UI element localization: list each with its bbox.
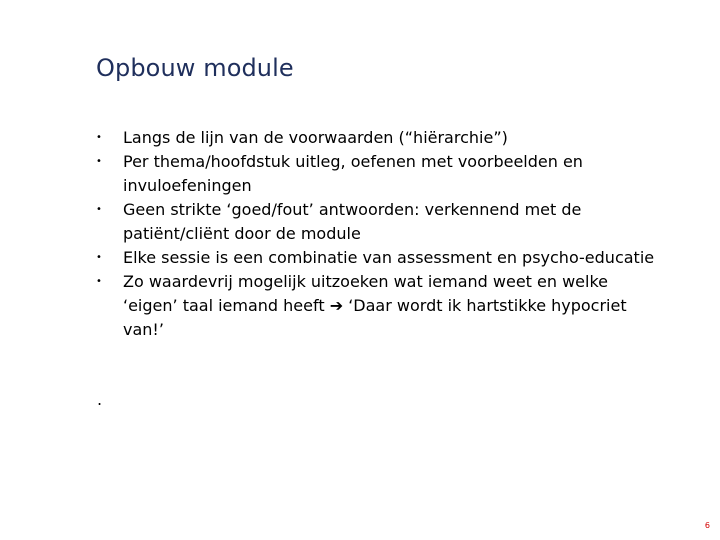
bullet-marker: • [96,276,102,287]
stray-mark: . [97,390,103,409]
page-number: 6 [704,521,710,530]
bullet-marker: • [96,252,102,263]
bullet-item [96,150,656,198]
bullet-marker: • [96,132,102,143]
bullet-text: Elke sessie is een combinatie van assessment en psycho-educatie [123,248,655,267]
bullet-text: Geen strikte ‘goed/fout’ antwoorden: verkennend met de patiënt/cliënt door de module [123,200,582,243]
arrow-icon: ➔ [329,296,344,315]
bullet-text: Per thema/hoofdstuk uitleg, oefenen met voorbeelden en invuloefeningen [123,152,583,195]
bullet-marker: • [96,204,102,215]
bullet-list [96,126,656,342]
bullet-item [96,270,656,342]
bullet-item [96,198,656,246]
bullet-item [96,126,656,150]
bullet-text: Langs de lijn van de voorwaarden (“hiërarchie”) [123,128,508,147]
quote-text: ‘Daar wordt ik hartstikke hypocriet van!’ [123,296,627,339]
slide-title: Opbouw module [96,54,294,82]
bullet-text: Zo waardevrij mogelijk uitzoeken wat iemand weet en welke ‘eigen’ taal iemand heeft [123,272,608,315]
bullet-marker: • [96,156,102,167]
bullet-item [96,246,656,270]
